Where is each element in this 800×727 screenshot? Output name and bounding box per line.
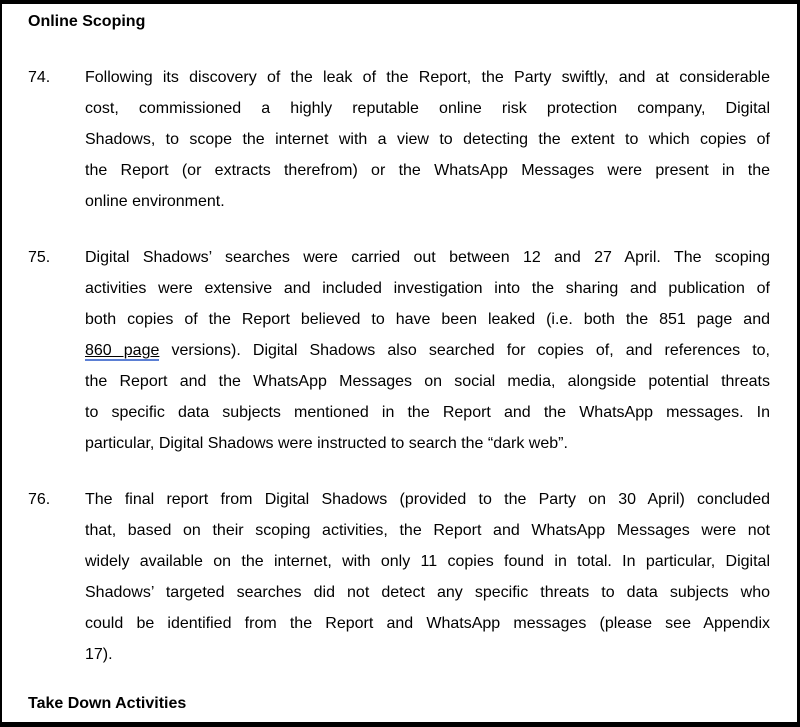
paragraph-line	[85, 608, 770, 639]
text-segment: The final report from Digital Shadows (provided to the Party on 30 April) concluded	[85, 491, 770, 508]
paragraph-line	[85, 366, 770, 397]
paragraph-line	[85, 155, 770, 186]
paragraph	[28, 484, 770, 670]
paragraph-body	[85, 62, 770, 217]
paragraph-line	[85, 186, 770, 217]
paragraph-line	[85, 484, 770, 515]
paragraph-line	[85, 304, 770, 335]
text-segment: could be identified from the Report and WhatsApp messages (please see Appendix	[85, 615, 770, 632]
paragraph-line	[85, 242, 770, 273]
text-segment: 17).	[85, 646, 113, 663]
paragraph-line	[85, 62, 770, 93]
paragraph-line	[85, 577, 770, 608]
underlined-term: 860 page	[85, 342, 160, 359]
text-segment: versions). Digital Shadows also searched for copies of, and references to,	[159, 342, 771, 359]
paragraph-number: 75.	[28, 249, 51, 266]
paragraph-line	[85, 273, 770, 304]
text-segment: that, based on their scoping activities, the Report and WhatsApp Messages were not	[85, 522, 770, 539]
text-segment: Digital Shadows’ searches were carried out between 12 and 27 April. The scoping	[85, 249, 770, 266]
text-segment: to specific data subjects mentioned in the Report and the WhatsApp messages. In	[85, 404, 770, 421]
text-segment: Shadows, to scope the internet with a view to detecting the extent to which copies of	[85, 131, 770, 148]
paragraph	[28, 62, 770, 217]
text-segment: widely available on the internet, with only 11 copies found in total. In particular, Digital	[85, 553, 770, 570]
text-segment: particular, Digital Shadows were instructed to search the “dark web”.	[85, 435, 568, 452]
paragraph-line	[85, 397, 770, 428]
paragraph	[28, 242, 770, 459]
paragraph-body	[85, 484, 770, 670]
text-segment: the Report (or extracts therefrom) or the WhatsApp Messages were present in the	[85, 162, 770, 179]
text-segment: Shadows’ targeted searches did not detect any specific threats to data subjects who	[85, 584, 770, 601]
paragraph-line	[85, 639, 770, 670]
text-segment: online environment.	[85, 193, 225, 210]
paragraph-list	[28, 62, 770, 670]
text-segment: the Report and the WhatsApp Messages on social media, alongside potential threats	[85, 373, 770, 390]
text-segment: both copies of the Report believed to have been leaked (i.e. both the 851 page and	[85, 311, 770, 328]
text-segment: Following its discovery of the leak of the Report, the Party swiftly, and at considerable	[85, 69, 770, 86]
paragraph-line	[85, 124, 770, 155]
paragraph-number: 74.	[28, 69, 51, 86]
paragraph-body	[85, 242, 770, 459]
section-heading-online-scoping: Online Scoping	[28, 13, 146, 30]
text-segment: cost, commissioned a highly reputable online risk protection company, Digital	[85, 100, 770, 117]
paragraph-number: 76.	[28, 491, 51, 508]
section-heading-take-down-activities: Take Down Activities	[28, 695, 187, 712]
paragraph-line	[85, 546, 770, 577]
paragraph-line	[85, 515, 770, 546]
text-segment: activities were extensive and included investigation into the sharing and publication of	[85, 280, 770, 297]
paragraph-line	[85, 93, 770, 124]
paragraph-line	[85, 335, 770, 366]
paragraph-line	[85, 428, 770, 459]
